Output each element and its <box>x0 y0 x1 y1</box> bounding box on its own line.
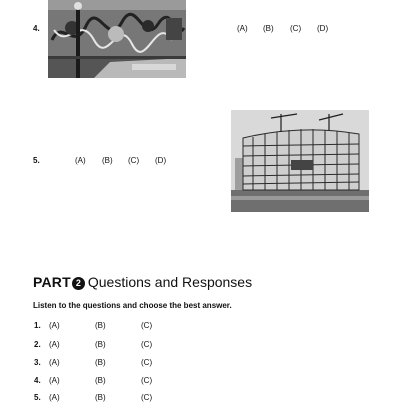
option-c[interactable]: (C) <box>290 24 302 33</box>
option-b[interactable]: (B) <box>95 393 106 402</box>
question-number: 3. <box>34 358 41 367</box>
option-c[interactable]: (C) <box>141 358 153 367</box>
option-a[interactable]: (A) <box>75 156 86 165</box>
instructions: Listen to the questions and choose the best answer. <box>33 301 232 310</box>
option-c[interactable]: (C) <box>128 156 140 165</box>
construction-photo <box>231 110 369 212</box>
option-b[interactable]: (B) <box>95 358 106 367</box>
part-label: PART <box>33 274 71 290</box>
option-b[interactable]: (B) <box>95 376 106 385</box>
part-title: Questions and Responses <box>87 274 253 290</box>
question-number: 4. <box>34 376 41 385</box>
option-a[interactable]: (A) <box>237 24 248 33</box>
option-b[interactable]: (B) <box>95 321 106 330</box>
option-c[interactable]: (C) <box>141 393 153 402</box>
option-d[interactable]: (D) <box>317 24 329 33</box>
option-a[interactable]: (A) <box>49 393 60 402</box>
question-number: 5. <box>34 393 41 402</box>
option-b[interactable]: (B) <box>263 24 274 33</box>
option-a[interactable]: (A) <box>49 358 60 367</box>
option-c[interactable]: (C) <box>141 376 153 385</box>
option-b[interactable]: (B) <box>102 156 113 165</box>
graffiti-wall-photo <box>48 0 186 78</box>
option-d[interactable]: (D) <box>155 156 167 165</box>
option-a[interactable]: (A) <box>49 340 60 349</box>
part-number-badge: 2 <box>72 277 85 290</box>
option-a[interactable]: (A) <box>49 321 60 330</box>
question-number: 2. <box>34 340 41 349</box>
question-number: 4. <box>33 24 40 33</box>
question-number: 5. <box>33 156 40 165</box>
question-number: 1. <box>34 321 41 330</box>
part-heading <box>33 274 252 290</box>
option-c[interactable]: (C) <box>141 321 153 330</box>
option-b[interactable]: (B) <box>95 340 106 349</box>
option-c[interactable]: (C) <box>141 340 153 349</box>
option-a[interactable]: (A) <box>49 376 60 385</box>
